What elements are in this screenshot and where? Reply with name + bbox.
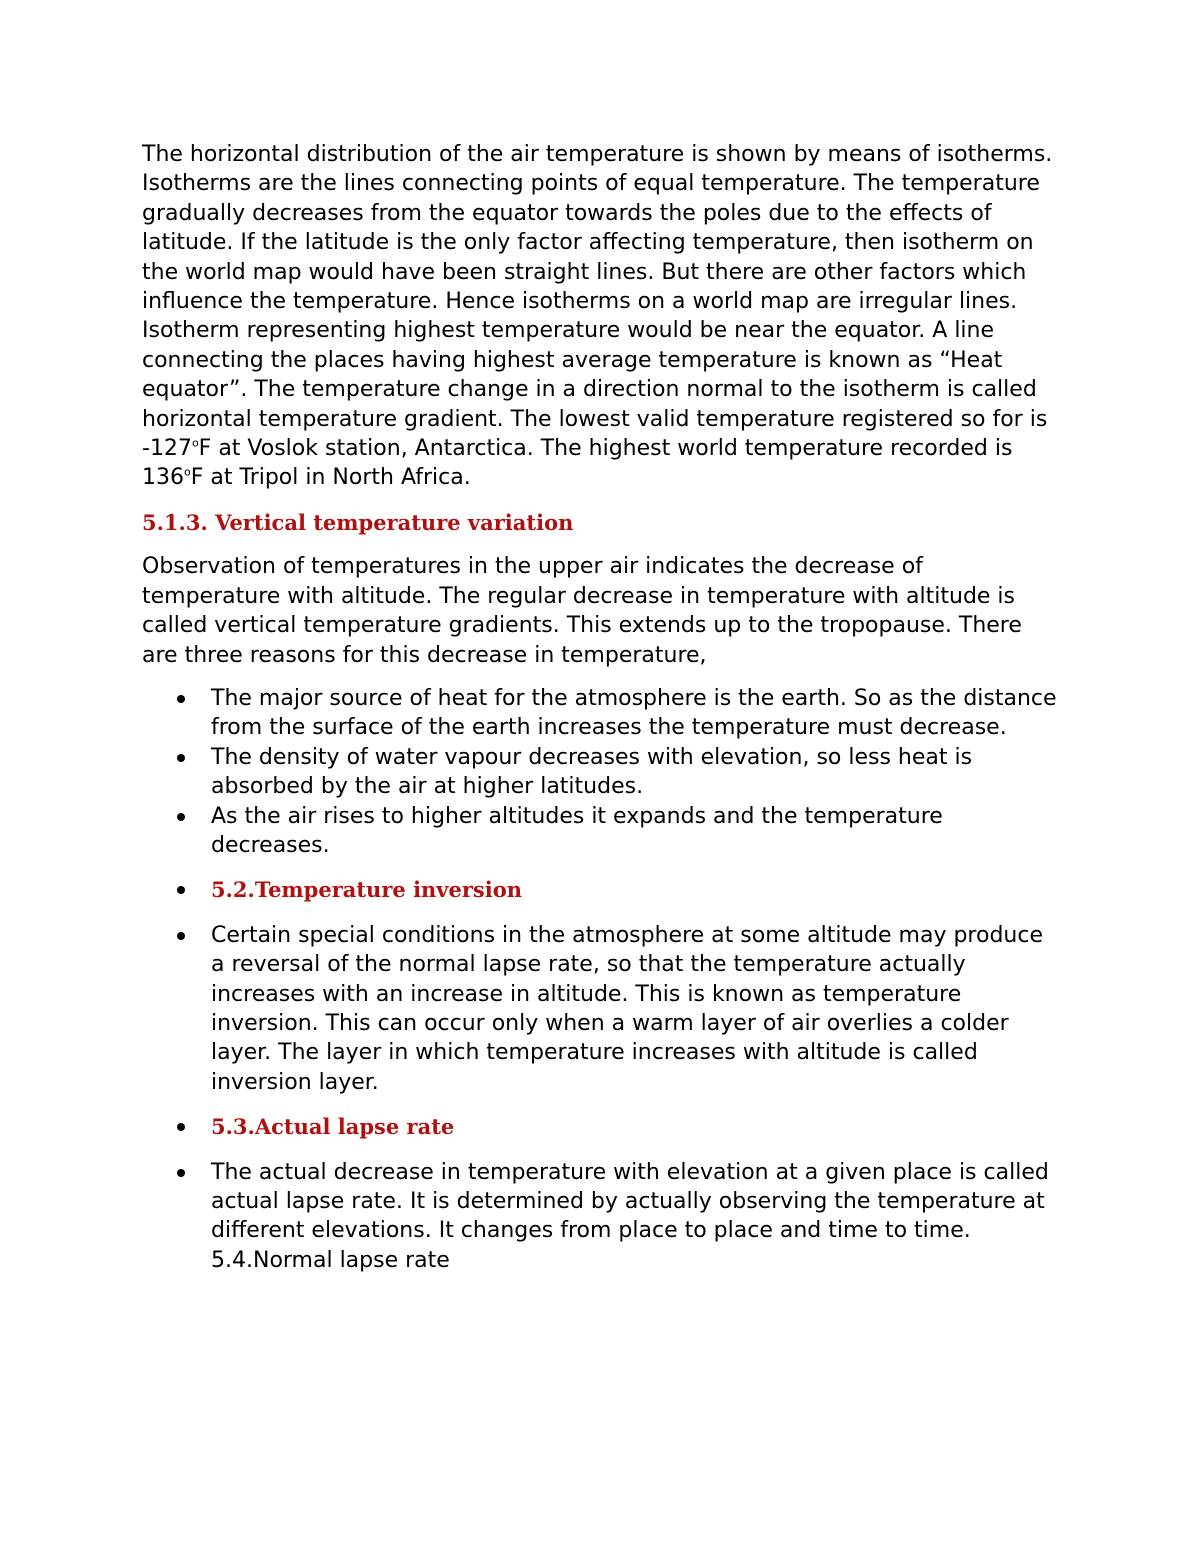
degree-symbol: o <box>184 466 191 480</box>
list-item: The major source of heat for the atmosphere is the earth. So as the distance from the surface of the earth increases the temperature must decrease. <box>142 684 1062 743</box>
bullet-icon <box>177 932 185 940</box>
actual-lapse-rate-text: The actual decrease in temperature with elevation at a given place is called actual lapse rate. It is determined by actually observing the temperature at different elevations. It changes from place to place and time to time. <box>211 1159 1049 1244</box>
list-item-heading-temperature-inversion <box>142 875 1062 905</box>
bullet-icon <box>177 813 185 821</box>
heading-actual-lapse-rate: 5.3.Actual lapse rate <box>211 1114 455 1140</box>
list-item-heading-actual-lapse-rate <box>142 1112 1062 1142</box>
intro-text-part2: F at Voslok station, Antarctica. The highest world temperature recorded is 136 <box>142 436 1013 491</box>
bullet-icon <box>177 754 185 762</box>
normal-lapse-rate-label: 5.4.Normal lapse rate <box>211 1247 450 1273</box>
list-item: As the air rises to higher altitudes it expands and the temperature decreases. <box>142 802 1062 861</box>
reasons-list <box>142 684 1062 1275</box>
intro-text-part3: F at Tripol in North Africa. <box>190 465 471 491</box>
bullet-icon <box>177 886 185 894</box>
bullet-icon <box>177 1123 185 1131</box>
document-page <box>142 140 1062 1275</box>
degree-symbol: o <box>191 436 199 450</box>
bullet-icon <box>177 1169 185 1177</box>
heading-temperature-inversion: 5.2.Temperature inversion <box>211 877 523 903</box>
list-item: The density of water vapour decreases with elevation, so less heat is absorbed by the air at higher latitudes. <box>142 743 1062 802</box>
list-item <box>142 921 1062 1097</box>
intro-paragraph <box>142 140 1062 493</box>
heading-vertical-temperature-variation: 5.1.3. Vertical temperature variation <box>142 509 574 535</box>
bullet-icon <box>177 695 185 703</box>
temperature-inversion-text: Certain special conditions in the atmosphere at some altitude may produce a reversal of the normal lapse rate, so that the temperature actually increases with an increase in altitude. This is known as temperature inversion. This can occur only when a warm layer of air overlies a colder layer. The layer in which temperature increases with altitude is called inversion layer. <box>211 922 1043 1095</box>
list-item <box>142 1158 1062 1276</box>
intro-text-part1: The horizontal distribution of the air temperature is shown by means of isotherms. Isotherms are the lines connecting points of equal temperature. The temperature gradually decreases from the equator towards the poles due to the effects of latitude. If the latitude is the only factor affecting temperature, then isotherm on the world map would have been straight lines. But there are other factors which influence the temperature. Hence isotherms on a world map are irregular lines. Isotherm representing highest temperature would be near the equator. A line connecting the places having highest average temperature is known as “Heat equator”. The temperature change in a direction normal to the isotherm is called horizontal temperature gradient. The lowest valid temperature registered so for is -127 <box>142 142 1053 462</box>
vertical-variation-paragraph: Observation of temperatures in the upper air indicates the decrease of temperature with altitude. The regular decrease in temperature with altitude is called vertical temperature gradients. This extends up to the tropopause. There are three reasons for this decrease in temperature, <box>142 554 1022 668</box>
